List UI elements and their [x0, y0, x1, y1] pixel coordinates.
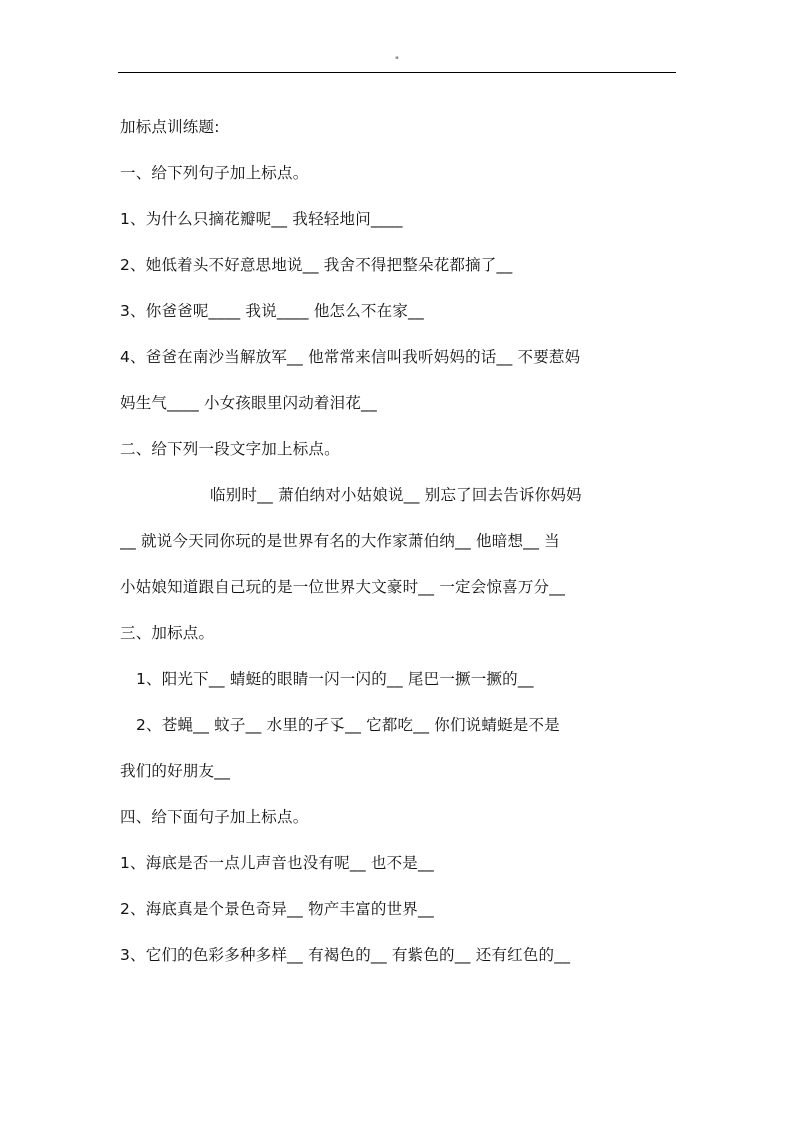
- section-2-heading: 二、给下列一段文字加上标点。: [120, 440, 340, 458]
- header-divider: [118, 72, 676, 73]
- section-3-item-2-line-2: 我们的好朋友__: [120, 762, 231, 780]
- section-1-item-4-line-2: 妈生气____ 小女孩眼里闪动着泪花__: [120, 394, 377, 412]
- section-3-item-1: 1、阳光下__ 蜻蜓的眼睛一闪一闪的__ 尾巴一撅一撅的__: [136, 670, 534, 688]
- section-4-item-3: 3、它们的色彩多种多样__ 有褐色的__ 有紫色的__ 还有红色的__: [120, 946, 571, 964]
- section-2-paragraph-line-1: 临别时__ 萧伯纳对小姑娘说__ 别忘了回去告诉你妈妈: [210, 486, 582, 504]
- section-1-item-2: 2、她低着头不好意思地说__ 我舍不得把整朵花都摘了__: [120, 256, 513, 274]
- section-4-item-1: 1、海底是否一点儿声音也没有呢__ 也不是__: [120, 854, 434, 872]
- section-1-item-3: 3、你爸爸呢____ 我说____ 他怎么不在家__: [120, 302, 424, 320]
- section-1-item-1: 1、为什么只摘花瓣呢__ 我轻轻地问____: [120, 210, 403, 228]
- section-4-item-2: 2、海底真是个景色奇异__ 物产丰富的世界__: [120, 900, 434, 918]
- section-2-paragraph-line-2: __ 就说今天同你玩的是世界有名的大作家萧伯纳__ 他暗想__ 当: [120, 532, 560, 550]
- section-1-heading: 一、给下列句子加上标点。: [120, 164, 309, 182]
- section-3-heading: 三、加标点。: [120, 624, 215, 642]
- exercise-document: [120, 104, 680, 978]
- section-1-item-4-line-1: 4、爸爸在南沙当解放军__ 他常常来信叫我听妈妈的话__ 不要惹妈: [120, 348, 581, 366]
- page-header-mark: ": [394, 56, 400, 66]
- section-4-heading: 四、给下面句子加上标点。: [120, 808, 309, 826]
- document-title: 加标点训练题:: [120, 118, 220, 136]
- section-2-paragraph-line-3: 小姑娘知道跟自己玩的是一位世界大文豪时__ 一定会惊喜万分__: [120, 578, 566, 596]
- section-3-item-2-line-1: 2、苍蝇__ 蚊子__ 水里的孑孓__ 它都吃__ 你们说蜻蜓是不是: [136, 716, 560, 734]
